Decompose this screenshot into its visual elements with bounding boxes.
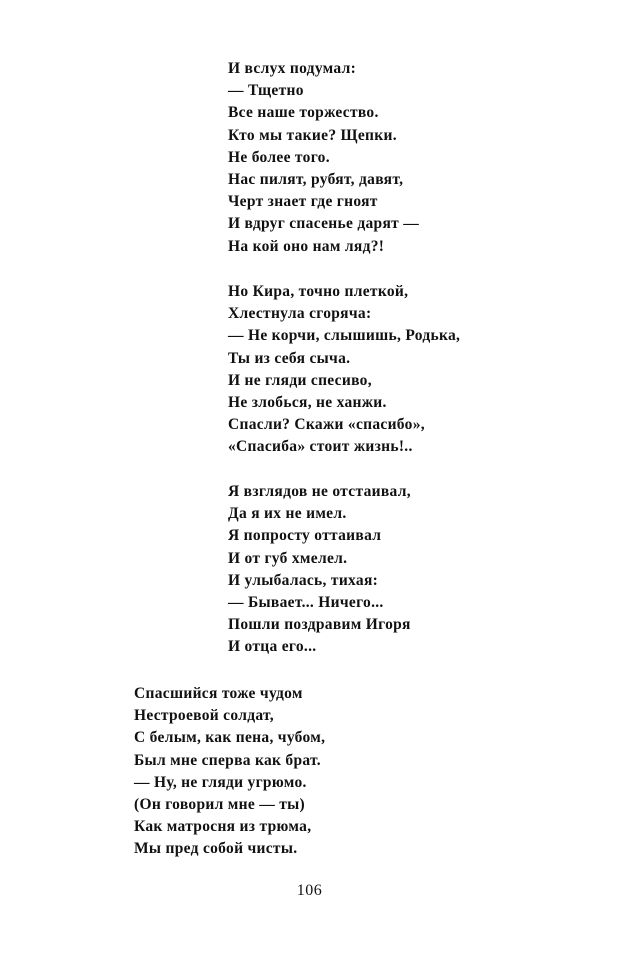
poem-line: — Ну, не гляди угрюмо. bbox=[134, 773, 307, 791]
poem-line: — Тщетно bbox=[228, 82, 304, 100]
poem-line: И улыбалась, тихая: bbox=[228, 571, 379, 589]
stanza-1 bbox=[228, 58, 419, 258]
poem-line: Нестроевой солдат, bbox=[134, 707, 274, 725]
poem-line: И вдруг спасенье дарят — bbox=[228, 215, 420, 233]
poem-line: И не гляди спесиво, bbox=[228, 371, 372, 389]
poem-line: Да я их не имел. bbox=[228, 505, 347, 523]
poem-line: Не злобься, не ханжи. bbox=[228, 393, 387, 411]
poem-line: Ты из себя сыча. bbox=[228, 349, 351, 367]
poem-line: С белым, как пена, чубом, bbox=[134, 729, 326, 747]
poem-line: Я взглядов не отстаивал, bbox=[228, 483, 411, 500]
poem-line: Как матросня из трюма, bbox=[134, 818, 312, 836]
poem-line: — Не корчи, слышишь, Родька, bbox=[228, 327, 461, 345]
poem-line: Нас пилят, рубят, давят, bbox=[228, 170, 404, 188]
poem-line: И отца его... bbox=[228, 638, 317, 656]
poem-line: И от губ хмелел. bbox=[228, 549, 348, 567]
poem-line: — Бывает... Ничего... bbox=[228, 593, 384, 611]
poem-line: Кто мы такие? Щепки. bbox=[228, 126, 397, 144]
poem-line: Спасшийся тоже чудом bbox=[134, 685, 303, 702]
poem-line: Черт знает где гноят bbox=[228, 193, 378, 211]
page-number: 106 bbox=[296, 882, 323, 899]
poem-line: Не более того. bbox=[228, 148, 330, 166]
stanza-2 bbox=[228, 281, 460, 459]
poem-line: Все наше торжество. bbox=[228, 104, 379, 122]
poem-line: (Он говорил мне — ты) bbox=[134, 795, 305, 813]
poem-line: Я попросту оттаивал bbox=[228, 527, 382, 545]
poem-line: Но Кира, точно плеткой, bbox=[228, 283, 409, 300]
poem-line: И вслух подумал: bbox=[228, 60, 357, 77]
poem-line: На кой оно нам ляд?! bbox=[228, 237, 385, 255]
poem-line: Был мне сперва как брат. bbox=[134, 751, 321, 769]
stanza-4 bbox=[134, 683, 325, 861]
poem-line: Хлестнула сгоряча: bbox=[228, 305, 372, 323]
poem-line: «Спасиба» стоит жизнь!.. bbox=[228, 438, 413, 456]
poem-line: Мы пред собой чисты. bbox=[134, 840, 298, 858]
poem-line: Спасли? Скажи «спасибо», bbox=[228, 416, 425, 434]
poem-line: Пошли поздравим Игоря bbox=[228, 616, 411, 634]
stanza-3 bbox=[228, 481, 411, 659]
